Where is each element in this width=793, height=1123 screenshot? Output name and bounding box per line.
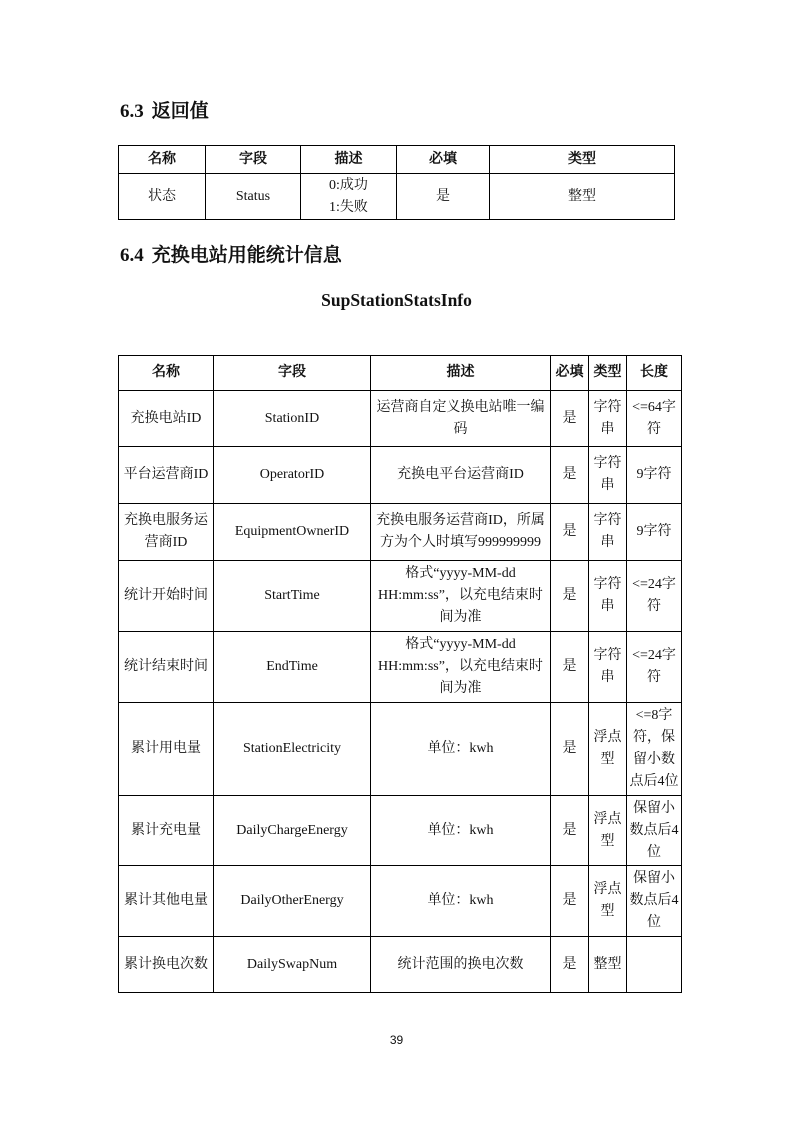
cell-name: 平台运营商ID (119, 447, 214, 504)
cell-name: 累计其他电量 (119, 866, 214, 937)
table-row (119, 504, 682, 561)
table-header-row (119, 146, 675, 174)
table-row (119, 866, 682, 937)
table-row (119, 937, 682, 993)
cell-name: 统计结束时间 (119, 632, 214, 703)
cell-desc: 统计范围的换电次数 (371, 937, 551, 993)
table-row (119, 561, 682, 632)
cell-desc: 单位：kwh (371, 866, 551, 937)
cell-type: 整型 (589, 937, 627, 993)
table-header-row (119, 356, 682, 391)
cell-required: 是 (551, 447, 589, 504)
cell-desc: 格式“yyyy-MM-dd HH:mm:ss”，以充电结束时间为准 (371, 561, 551, 632)
cell-desc: 充换电平台运营商ID (371, 447, 551, 504)
cell-field: Status (206, 174, 301, 220)
column-header: 描述 (371, 356, 551, 391)
cell-name: 累计用电量 (119, 703, 214, 796)
return-value-table (118, 145, 675, 220)
cell-required: 是 (551, 866, 589, 937)
cell-length: 保留小数点后4位 (627, 866, 682, 937)
cell-type: 整型 (490, 174, 675, 220)
cell-required: 是 (551, 937, 589, 993)
cell-desc: 格式“yyyy-MM-dd HH:mm:ss”，以充电结束时间为准 (371, 632, 551, 703)
column-header: 字段 (214, 356, 371, 391)
cell-desc: 运营商自定义换电站唯一编码 (371, 391, 551, 447)
table-row (119, 703, 682, 796)
cell-field: OperatorID (214, 447, 371, 504)
page-number: 39 (389, 1033, 404, 1047)
cell-field: DailyChargeEnergy (214, 796, 371, 866)
cell-length: 保留小数点后4位 (627, 796, 682, 866)
cell-name: 累计换电次数 (119, 937, 214, 993)
cell-field: DailySwapNum (214, 937, 371, 993)
column-header: 字段 (206, 146, 301, 174)
cell-type: 字符串 (589, 632, 627, 703)
desc-line: 0:成功 (329, 177, 368, 193)
cell-type: 字符串 (589, 561, 627, 632)
cell-name: 充换电站ID (119, 391, 214, 447)
cell-desc: 充换电服务运营商ID，所属方为个人时填写999999999 (371, 504, 551, 561)
cell-desc: 单位：kwh (371, 796, 551, 866)
station-stats-table (118, 355, 682, 993)
column-header: 名称 (119, 356, 214, 391)
table-title: SupStationStatsInfo (321, 290, 472, 310)
cell-name: 统计开始时间 (119, 561, 214, 632)
cell-type: 字符串 (589, 447, 627, 504)
column-header: 描述 (301, 146, 397, 174)
desc-line: 1:失败 (329, 199, 368, 215)
cell-desc: 单位：kwh (371, 703, 551, 796)
table-row (119, 447, 682, 504)
cell-length (627, 937, 682, 993)
section-number: 6.4 (120, 245, 144, 266)
section-number: 6.3 (120, 101, 144, 122)
cell-length: <=8字符，保留小数点后4位 (627, 703, 682, 796)
table-row (119, 174, 675, 220)
cell-desc (301, 174, 397, 220)
column-header: 类型 (589, 356, 627, 391)
cell-field: EndTime (214, 632, 371, 703)
cell-type: 浮点型 (589, 866, 627, 937)
column-header: 必填 (397, 146, 490, 174)
cell-length: <=64字符 (627, 391, 682, 447)
section-6-3-heading (120, 96, 209, 123)
cell-required: 是 (551, 561, 589, 632)
cell-required: 是 (551, 632, 589, 703)
cell-type: 浮点型 (589, 796, 627, 866)
cell-length: 9字符 (627, 447, 682, 504)
section-6-4-heading (120, 240, 342, 267)
table-row (119, 632, 682, 703)
cell-field: DailyOtherEnergy (214, 866, 371, 937)
section-title: 充换电站用能统计信息 (151, 245, 342, 266)
cell-required: 是 (551, 391, 589, 447)
cell-type: 字符串 (589, 504, 627, 561)
cell-field: StartTime (214, 561, 371, 632)
cell-field: StationElectricity (214, 703, 371, 796)
cell-field: EquipmentOwnerID (214, 504, 371, 561)
table-row (119, 796, 682, 866)
column-header: 必填 (551, 356, 589, 391)
cell-type: 浮点型 (589, 703, 627, 796)
cell-required: 是 (551, 796, 589, 866)
cell-name: 累计充电量 (119, 796, 214, 866)
column-header: 类型 (490, 146, 675, 174)
column-header: 名称 (119, 146, 206, 174)
cell-length: <=24字符 (627, 632, 682, 703)
cell-length: 9字符 (627, 504, 682, 561)
section-title: 返回值 (151, 101, 209, 122)
cell-name: 充换电服务运营商ID (119, 504, 214, 561)
table-row (119, 391, 682, 447)
cell-required: 是 (551, 703, 589, 796)
cell-name: 状态 (119, 174, 206, 220)
cell-type: 字符串 (589, 391, 627, 447)
cell-required: 是 (397, 174, 490, 220)
cell-length: <=24字符 (627, 561, 682, 632)
cell-field: StationID (214, 391, 371, 447)
column-header: 长度 (627, 356, 682, 391)
cell-required: 是 (551, 504, 589, 561)
